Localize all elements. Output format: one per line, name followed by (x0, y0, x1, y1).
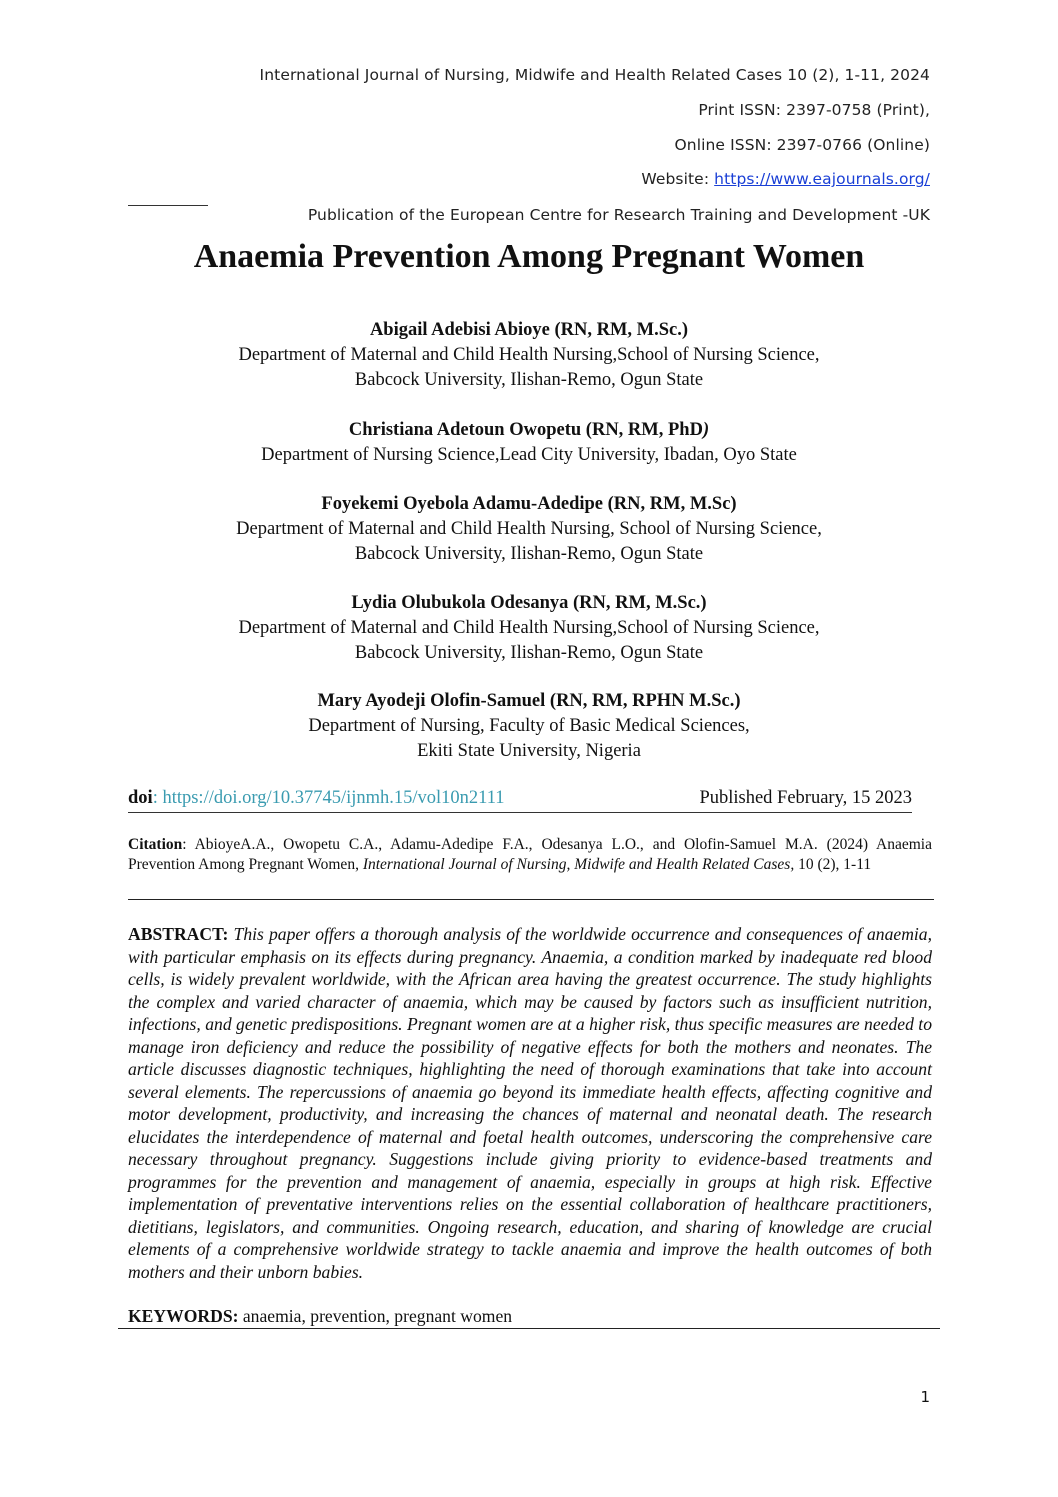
author-name: Mary Ayodeji Olofin-Samuel (RN, RM, RPHN M.Sc.) (317, 691, 741, 711)
page-number: 1 (920, 1388, 930, 1406)
author-name: Foyekemi Oyebola Adamu-Adedipe (RN, RM, M.Sc) (321, 494, 737, 514)
author-affiliation: Babcock University, Ilishan-Remo, Ogun State (354, 544, 704, 564)
author-affiliation: Department of Maternal and Child Health Nursing,School of Nursing Science, (238, 345, 820, 365)
doi-row (128, 788, 912, 809)
citation (128, 835, 932, 875)
author-block-5 (0, 689, 1058, 764)
citation-journal: International Journal of Nursing, Midwife and Health Related Cases, (362, 856, 795, 873)
keywords-rule (118, 1328, 940, 1329)
author-affiliation: Department of Maternal and Child Health Nursing, School of Nursing Science, (236, 519, 822, 539)
keywords (128, 1305, 932, 1327)
published-date: Published February, 15 2023 (699, 788, 912, 808)
author-name-text: Christiana Adetoun Owopetu (RN, RM, PhD (348, 420, 703, 440)
author-affiliation: Babcock University, Ilishan-Remo, Ogun State (354, 643, 704, 663)
doi-label: doi (128, 788, 153, 808)
author-name: Abigail Adebisi Abioye (RN, RM, M.Sc.) (369, 320, 689, 340)
author-name (0, 418, 1058, 443)
author-block-2 (0, 418, 1058, 468)
website-link[interactable]: https://www.eajournals.org/ (714, 170, 930, 188)
abstract-text: This paper offers a thorough analysis of the worldwide occurrence and consequences of anaemia, with particular emphasis on its effects during pregnancy. Anaemia, a condition marked by inadequate red blood cells, is widely prevalent worldwide, with the African area having the greatest occurrence. The study highlights the complex and varied character of anaemia, which may be caused by factors such as insufficient nutrition, infections, and genetic predispositions. Pregnant women are at a higher risk, thus specific measures are needed to manage iron deficiency and reduce the possibility of negative effects for both the mothers and neonates. The article discusses diagnostic techniques, highlighting the need of thorough examinations that take into account several elements. The repercussions of anaemia go beyond its immediate health effects, affecting cognitive and motor development, productivity, and increasing the chances of maternal and neonatal death. The research elucidates the interdependence of maternal and foetal health outcomes, underscoring the comprehensive care necessary throughout pregnancy. Suggestions include giving priority to evidence-based treatments and programmes for the prevention and management of anaemia, especially in groups at high risk. Effective implementation of preventative interventions relies on the essential collaboration of healthcare practitioners, dietitians, legislators, and communities. Ongoing research, education, and sharing of knowledge are crucial elements of a comprehensive worldwide strategy to tackle anaemia and improve the health outcomes of both mothers and their unborn babies. (128, 924, 932, 1282)
author-name: Lydia Olubukola Odesanya (RN, RM, M.Sc.) (351, 593, 707, 613)
header-rule (128, 205, 208, 206)
author-block-3 (0, 492, 1058, 567)
publisher-line: Publication of the European Centre for Research Training and Development -UK (307, 206, 930, 224)
author-affiliation: Babcock University, Ilishan-Remo, Ogun State (354, 370, 704, 390)
keywords-text: anaemia, prevention, pregnant women (238, 1306, 513, 1326)
doi-rule (128, 812, 912, 813)
citation-rule (128, 899, 934, 900)
journal-line: International Journal of Nursing, Midwife and Health Related Cases 10 (2), 1-11, 2024 (259, 66, 930, 84)
online-issn: Online ISSN: 2397-0766 (Online) (674, 136, 930, 154)
author-affiliation: Department of Nursing Science,Lead City University, Ibadan, Oyo State (261, 445, 797, 465)
website-line (641, 170, 930, 188)
citation-volume: 10 (2), 1-11 (794, 856, 872, 873)
author-affiliation: Ekiti State University, Nigeria (417, 741, 641, 761)
author-name-suffix: ) (702, 420, 710, 440)
website-label: Website: (641, 170, 715, 188)
author-affiliation: Department of Maternal and Child Health Nursing,School of Nursing Science, (238, 618, 820, 638)
paper-title: Anaemia Prevention Among Pregnant Women (193, 238, 865, 275)
doi-colon: : (152, 788, 163, 808)
print-issn: Print ISSN: 2397-0758 (Print), (698, 101, 930, 119)
citation-label: Citation (128, 836, 183, 853)
abstract-label: ABSTRACT: (128, 924, 229, 944)
keywords-label: KEYWORDS: (128, 1306, 239, 1326)
author-affiliation: Department of Nursing, Faculty of Basic Medical Sciences, (308, 716, 750, 736)
abstract (128, 923, 932, 1283)
doi-link[interactable]: https://doi.org/10.37745/ijnmh.15/vol10n2111 (162, 788, 505, 808)
citation-text: : AbioyeA.A., Owopetu C.A., Adamu-Adedipe F.A., Odesanya L.O., and Olofin-Samuel M.A. (2024) Anaemia Prevention Among Pregnant Women, (128, 836, 932, 873)
author-block-4 (0, 591, 1058, 666)
author-block-1 (0, 318, 1058, 393)
